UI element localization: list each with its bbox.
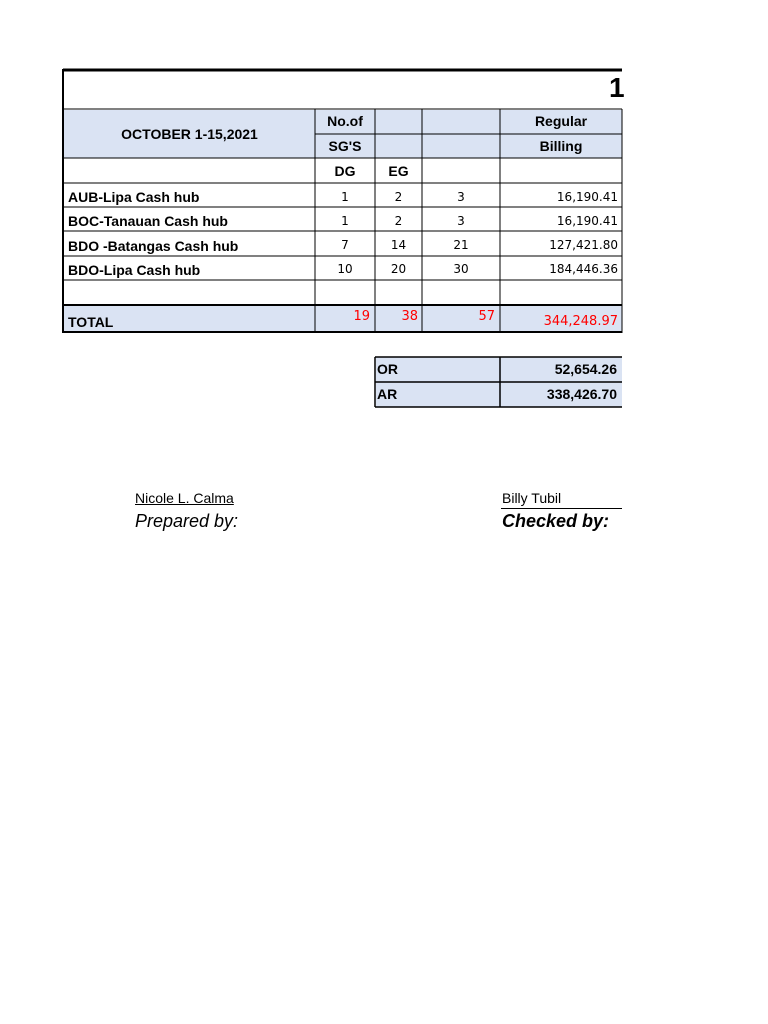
total-billing: 344,248.97 [543, 314, 618, 329]
total-count: 57 [478, 309, 495, 324]
prepared-by-name: Nicole L. Calma [135, 490, 234, 506]
checked-by-label: Checked by: [502, 511, 610, 531]
row-eg: 20 [390, 262, 407, 276]
row-dg: 1 [341, 214, 349, 228]
signature-line [501, 508, 622, 509]
report-title-fragment: 1 [609, 72, 625, 103]
row-total: 3 [457, 190, 465, 204]
row-total: 3 [457, 214, 465, 228]
row-dg: 1 [341, 190, 349, 204]
row-billing: 16,190.41 [556, 190, 618, 204]
row-billing: 16,190.41 [556, 214, 618, 228]
summary-label: AR [377, 386, 398, 402]
row-name: BDO-Lipa Cash hub [68, 262, 201, 278]
row-billing: 127,421.80 [549, 238, 618, 252]
summary-value: 52,654.26 [554, 361, 617, 377]
total-label: TOTAL [68, 314, 114, 330]
row-dg: 10 [337, 262, 353, 276]
summary-value: 338,426.70 [546, 386, 617, 402]
header-dg: DG [334, 163, 356, 179]
period-label: OCTOBER 1-15,2021 [121, 126, 258, 142]
header-sgs: SG'S [328, 138, 362, 154]
row-name: BDO -Batangas Cash hub [68, 238, 239, 254]
row-billing: 184,446.36 [549, 262, 618, 276]
row-eg: 2 [394, 190, 403, 204]
row-total: 21 [453, 238, 469, 252]
row-name: AUB-Lipa Cash hub [68, 189, 200, 205]
checked-by-name: Billy Tubil [502, 490, 562, 506]
summary-label: OR [377, 361, 398, 377]
prepared-by-label: Prepared by: [135, 511, 239, 531]
row-dg: 7 [341, 238, 349, 252]
total-eg: 38 [401, 309, 418, 324]
header-billing: Billing [539, 138, 583, 154]
row-total: 30 [453, 262, 469, 276]
total-dg: 19 [353, 309, 370, 324]
header-no-of: No.of [327, 113, 363, 129]
row-name: BOC-Tanauan Cash hub [68, 213, 228, 229]
row-eg: 14 [390, 238, 407, 252]
header-regular: Regular [534, 113, 588, 129]
header-eg: EG [388, 163, 409, 179]
row-eg: 2 [394, 214, 403, 228]
